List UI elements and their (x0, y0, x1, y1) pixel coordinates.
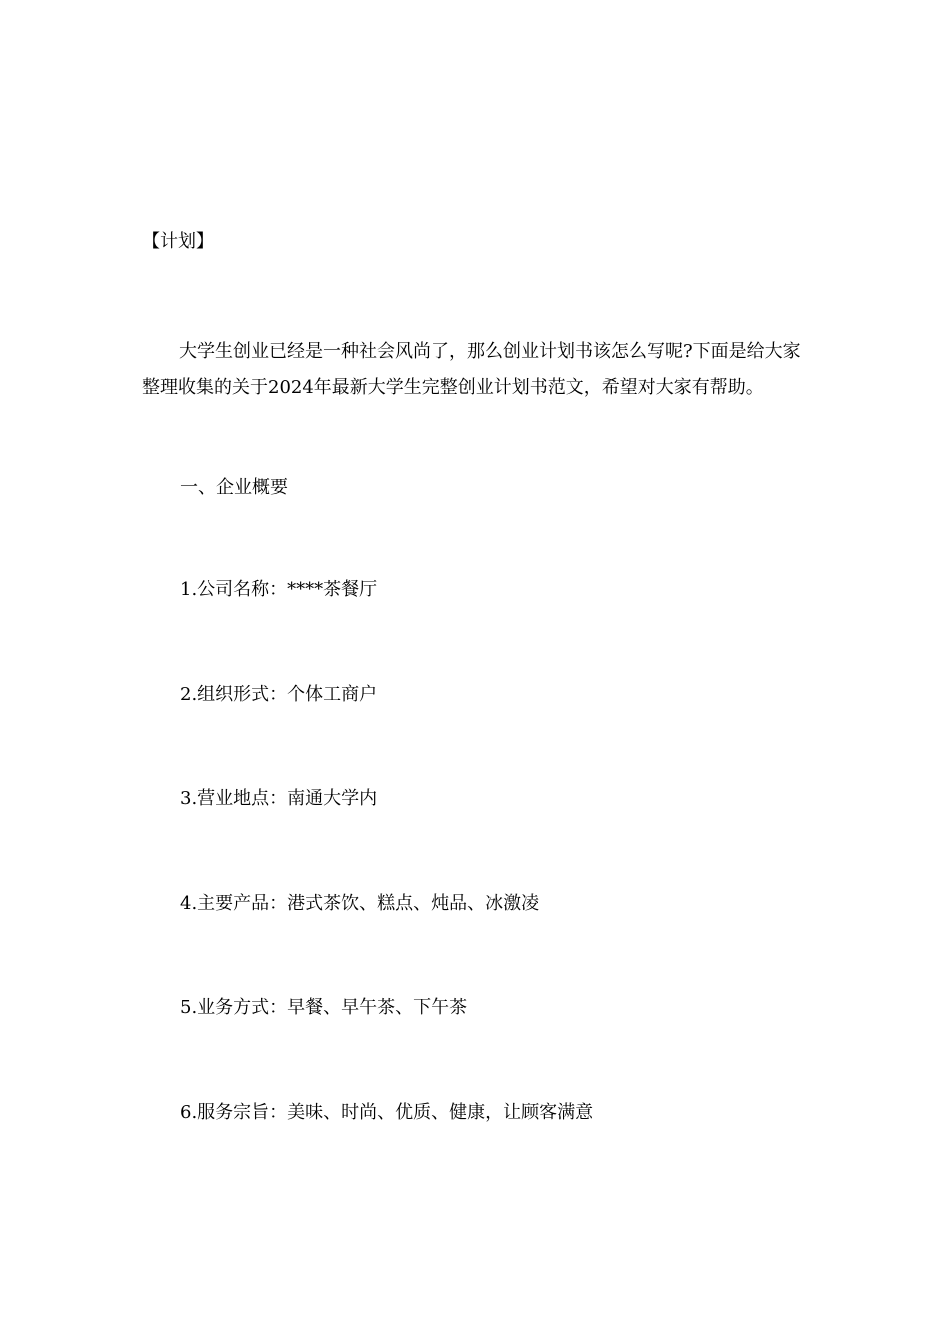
document-tag: 【计划】 (142, 231, 214, 252)
overview-item-main-products: 4.主要产品：港式茶饮、糕点、炖品、冰激凌 (180, 893, 540, 914)
intro-paragraph: 大学生创业已经是一种社会风尚了，那么创业计划书该怎么写呢?下面是给大家整理收集的关于2024年最新大学生完整创业计划书范文，希望对大家有帮助。 (142, 341, 801, 398)
overview-item-company-name: 1.公司名称：****茶餐厅 (180, 579, 378, 600)
overview-item-organization-form: 2.组织形式：个体工商户 (180, 684, 378, 705)
overview-item-business-mode: 5.业务方式：早餐、早午茶、下午茶 (180, 997, 468, 1018)
overview-item-business-location: 3.营业地点：南通大学内 (180, 788, 378, 809)
section-title: 一、企业概要 (180, 477, 288, 498)
overview-item-service-purpose: 6.服务宗旨：美味、时尚、优质、健康，让顾客满意 (180, 1102, 594, 1123)
